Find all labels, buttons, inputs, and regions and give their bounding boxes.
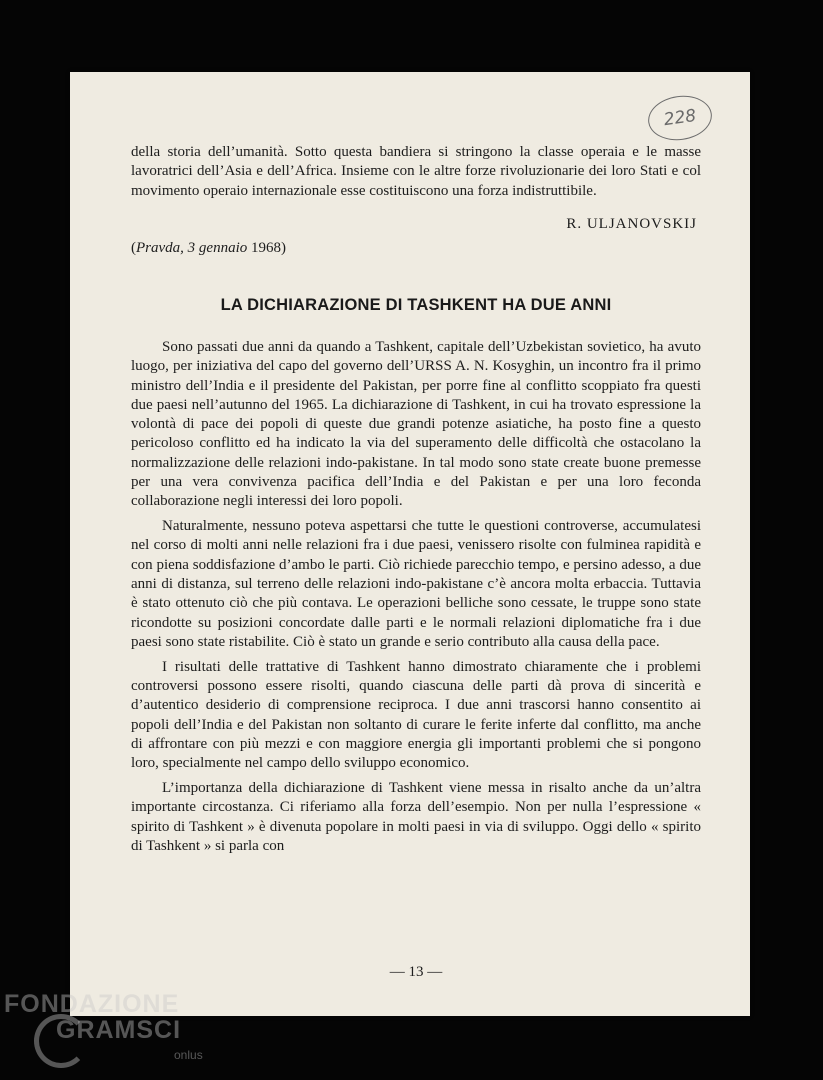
author-signature: R. ULJANOVSKIJ <box>566 216 697 232</box>
intro-section <box>131 143 701 201</box>
fondazione-gramsci-watermark <box>4 990 203 1062</box>
citation-source: Pravda, <box>136 240 184 256</box>
archive-number: 228 <box>662 105 698 131</box>
watermark-line-gramsci: GRAMSCI <box>56 1016 182 1044</box>
intro-paragraph: della storia dell’umanità. Sotto questa bandiera si stringono la classe operaia e le masse lavoratrici dell’Asia e dell’Africa. Insieme con le altre forze rivoluzionarie dei loro Stati e col movimento operaio internazionale esse costituiscono una forza indistruttibile. <box>131 144 701 199</box>
citation-year: 1968) <box>251 240 286 256</box>
watermark-line-onlus: onlus <box>174 1048 203 1062</box>
article-body <box>131 338 701 862</box>
source-citation <box>131 240 286 257</box>
paragraph: L’importanza della dichiarazione di Tashkent viene messa in risalto anche da un’altra importante circostanza. Ci riferiamo alla forza dell’esempio. Non per nulla l’espressione « spirito di Tashkent » è divenuta popolare in molti paesi in via di sviluppo. Oggi dello « spirito di Tashkent » si parla con <box>131 780 701 854</box>
citation-open-paren: ( <box>131 240 136 256</box>
paragraph: Naturalmente, nessuno poteva aspettarsi che tutte le questioni controverse, accumulatesi nel corso di molti anni nelle relazioni fra i due paesi, venissero risolte con fulminea rapidità e con piena soddisfazione d’ambo le parti. Ciò richiede parecchio tempo, e persino adesso, a due anni di distanza, sul terreno delle relazioni indo-pakistane c’è ancora molta erbaccia. Tuttavia è stato ottenuto ciò che più contava. Le operazioni belliche sono cessate, le truppe sono state ricondotte su posizioni concordate dalle parti e le normali relazioni diplomatiche fra i due paesi sono state ristabilite. Ciò è stato un grande e serio contributo alla causa della pace. <box>131 518 701 650</box>
paragraph: Sono passati due anni da quando a Tashkent, capitale dell’Uzbekistan sovietico, ha avuto luogo, per iniziativa del capo del governo dell’URSS A. N. Kosyghin, un incontro fra il primo ministro dell’India e il presidente del Pakistan, per porre fine al conflitto scoppiato fra questi due paesi nell’autunno del 1965. La dichiarazione di Tashkent, in cui ha trovato espressione la volontà di pace dei popoli di queste due grandi potenze asiatiche, ha posto fine a questo pericoloso conflitto ed ha indicato la via del superamento delle difficoltà che ostacolano la normalizzazione delle relazioni indo-pakistane. In tal modo sono state create buone premesse per una vera convivenza pacifica dell’India e del Pakistan e per una loro feconda collaborazione negli interessi dei loro popoli. <box>131 339 701 510</box>
watermark-line-fondazione: FONDAZIONE <box>4 990 180 1018</box>
page-number: — 13 — <box>389 964 443 980</box>
paragraph: I risultati delle trattative di Tashkent hanno dimostrato chiaramente che i problemi controversi possono essere risolti, quando ciascuna delle parti dà prova di sincerità e d’autentico desiderio di comprensione reciproca. I due anni trascorsi hanno consentito ai popoli dell’India e del Pakistan non soltanto di curare le ferite inferte dal conflitto, ma anche di affrontare con più mezzi e con maggiore energia gli importanti problemi che si pongono loro, specialmente nel campo dello sviluppo economico. <box>131 658 701 772</box>
article-title: LA DICHIARAZIONE DI TASHKENT HA DUE ANNI <box>220 296 612 314</box>
citation-date: 3 gennaio <box>187 240 248 256</box>
